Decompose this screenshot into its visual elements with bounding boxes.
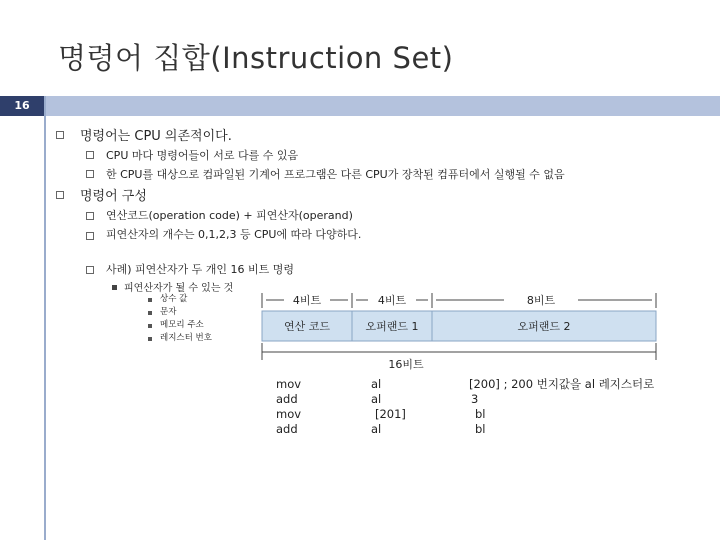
header-bar	[44, 96, 720, 116]
bullet-operand-count: 피연산자의 개수는 0,1,2,3 등 CPU에 따라 다양하다.	[106, 228, 362, 241]
code-line-4-arg1: al	[371, 422, 382, 436]
operand-kind-register-number: 레지스터 번호	[160, 333, 212, 343]
bullet-cpu-differ: CPU 마다 명령어들이 서로 다를 수 있음	[106, 149, 299, 162]
operand-kind-memory-address: 메모리 주소	[160, 320, 204, 330]
bullet-compiled-program: 한 CPU를 대상으로 컴파일된 기계어 프로그램은 다른 CPU가 장착된 컴퓨터에서 실행될 수 없음	[106, 168, 565, 181]
code-line-1-arg1: al	[371, 377, 382, 391]
code-opcodes	[276, 377, 301, 437]
field-width-opcode: 4비트	[292, 294, 322, 307]
code-line-3-op: mov	[276, 407, 302, 421]
bullet-example-16bit: 사례) 피연산자가 두 개인 16 비트 명령	[106, 263, 295, 276]
bullet-cpu-dependent: 명령어는 CPU 의존적이다.	[80, 129, 232, 144]
field-width-operand2: 8비트	[526, 294, 556, 307]
bullet-square-icon	[86, 151, 94, 161]
field-width-operand1: 4비트	[377, 294, 407, 307]
bullet-filled-icon	[148, 322, 152, 330]
code-operand1	[371, 377, 406, 437]
bullet-filled-icon	[148, 296, 152, 304]
code-line-3-arg1: [201]	[375, 407, 406, 421]
bullet-filled-icon	[112, 284, 117, 292]
instruction-format-diagram	[258, 288, 660, 374]
total-width-label: 16비트	[388, 358, 424, 371]
code-line-1-arg2: [200] ; 200 번지값을 al 레지스터로	[469, 377, 655, 391]
bullet-operand-kinds: 피연산자가 될 수 있는 것	[124, 283, 234, 294]
code-line-4-arg2: bl	[475, 422, 486, 436]
field-operand2: 오퍼랜드 2	[517, 320, 571, 333]
code-line-2-arg2: 3	[471, 392, 479, 406]
bullet-filled-icon	[148, 335, 152, 343]
code-line-3-arg2: bl	[475, 407, 486, 421]
bullet-square-icon	[86, 266, 94, 276]
bullet-filled-icon	[148, 309, 152, 317]
code-operand2	[469, 377, 654, 437]
bullet-square-icon	[86, 212, 94, 222]
page-number: 16	[0, 96, 44, 116]
left-rule	[44, 96, 46, 540]
field-opcode: 연산 코드	[283, 320, 331, 333]
code-line-1-op: mov	[276, 377, 302, 391]
bullet-square-icon	[86, 232, 94, 242]
code-line-2-arg1: al	[371, 392, 382, 406]
code-line-4-op: add	[276, 422, 298, 436]
bullet-opcode-operand: 연산코드(operation code) + 피연산자(operand)	[106, 209, 353, 222]
slide-title: 명령어 집합(Instruction Set)	[58, 41, 454, 75]
operand-kind-constant: 상수 값	[160, 294, 188, 304]
code-line-2-op: add	[276, 392, 298, 406]
field-operand1: 오퍼랜드 1	[365, 320, 419, 333]
bullet-square-icon	[86, 170, 94, 180]
operand-kind-character: 문자	[160, 307, 177, 317]
bullet-instruction-structure: 명령어 구성	[80, 189, 147, 204]
bullet-square-icon	[56, 191, 64, 201]
bullet-square-icon	[56, 131, 64, 141]
